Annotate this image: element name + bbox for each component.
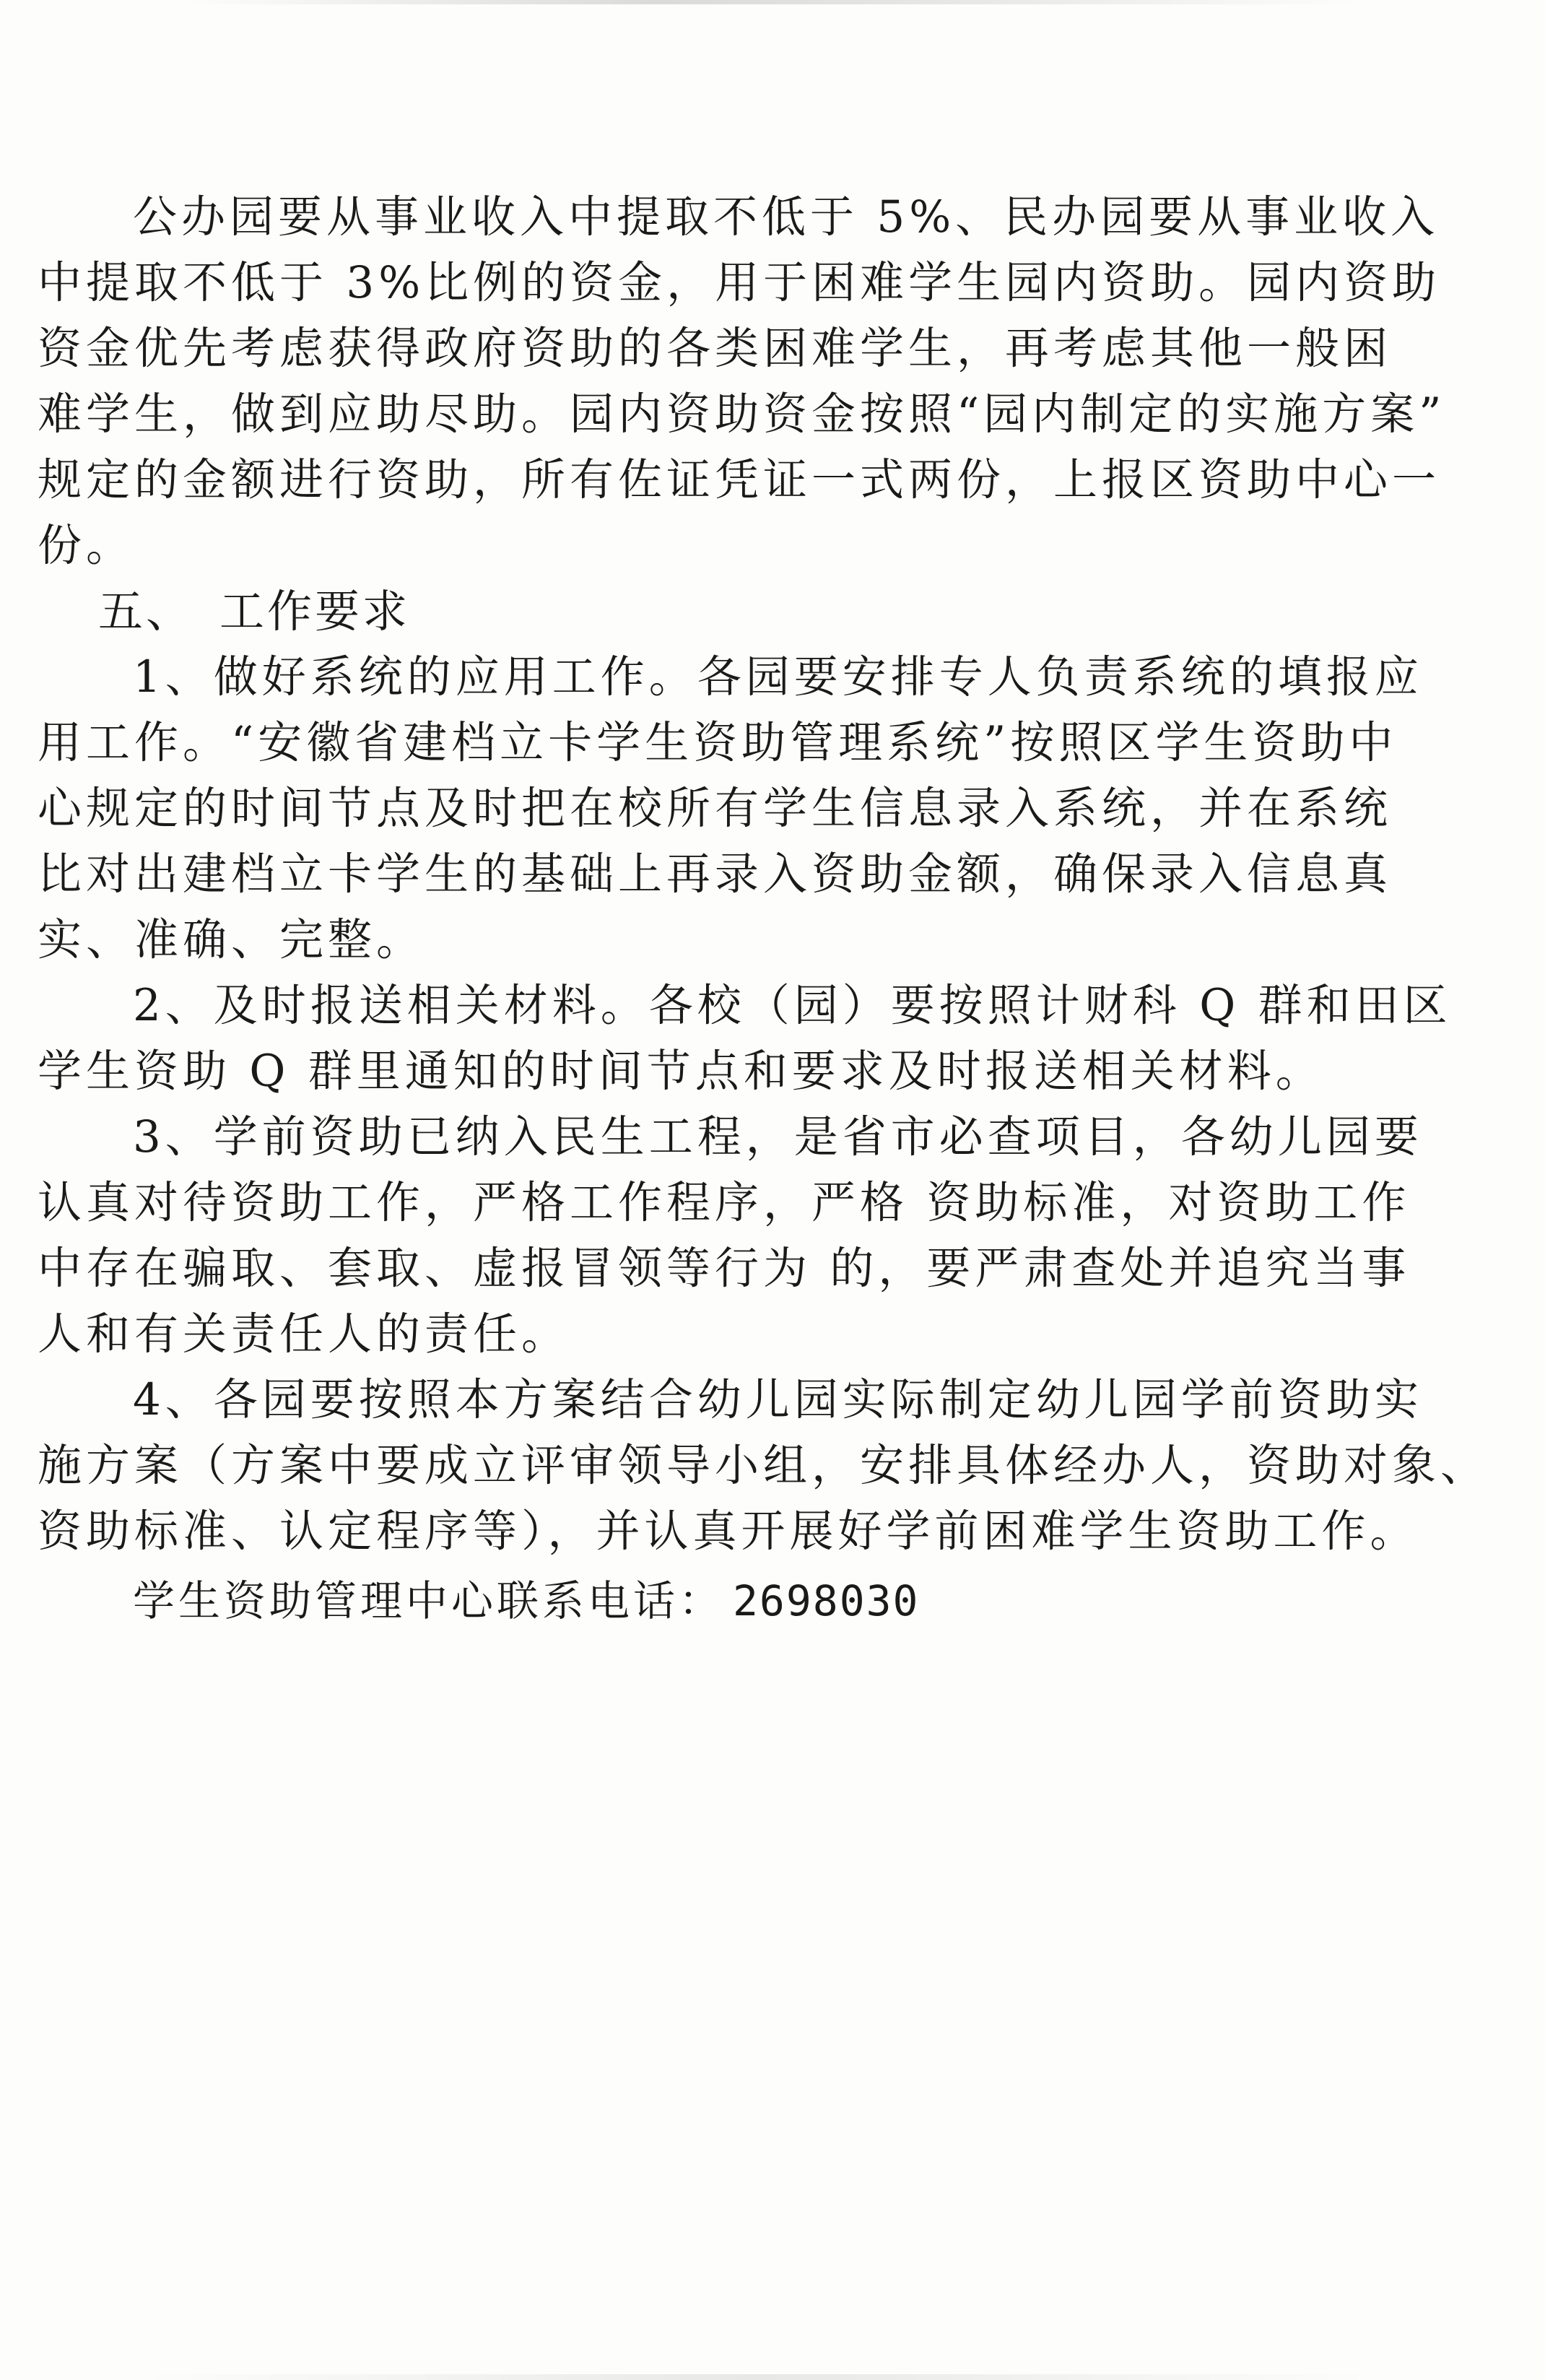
paragraph-line: 难学生，做到应助尽助。园内资助资金按照“园内制定的实施方案” (38, 388, 1446, 440)
contact-line (38, 1568, 1352, 1634)
paragraph-line: 资助标准、认定程序等），并认真开展好学前困难学生资助工作。 (38, 1506, 1419, 1557)
paragraph-line: 3、学前资助已纳入民生工程，是省市必查项目，各幼儿园要 (133, 1111, 1423, 1163)
paragraph-line: 规定的金额进行资助，所有佐证凭证一式两份，上报区资助中心一 (38, 454, 1441, 505)
paragraph-line: 资金优先考虑获得政府资助的各类困难学生，再考虑其他一般困 (38, 323, 1393, 374)
paragraph-line: 中提取不低于 3%比例的资金，用于困难学生园内资助。园内资助 (38, 257, 1441, 308)
paragraph-line: 份。 (38, 520, 135, 571)
section-heading (38, 578, 1352, 644)
document-body (38, 184, 1489, 1634)
paragraph-line: 施方案（方案中要成立评审领导小组，安排具体经办人，资助对象、 (38, 1440, 1489, 1491)
paragraph-line: 人和有关责任人的责任。 (38, 1308, 570, 1360)
paragraph-intro (38, 184, 1446, 578)
contact-label: 学生资助管理中心联系电话： (133, 1576, 725, 1625)
requirement-item-3 (38, 1104, 1423, 1367)
paragraph-line: 实、准确、完整。 (38, 914, 425, 965)
paragraph-line: 公办园要从事业收入中提取不低于 5%、民办园要从事业收入 (133, 191, 1440, 243)
paragraph-line: 学生资助 Q 群里通知的时间节点和要求及时报送相关材料。 (38, 1046, 1324, 1097)
paragraph-line: 用工作。“安徽省建档立卡学生资助管理系统”按照区学生资助中 (38, 717, 1398, 768)
requirement-item-1 (38, 644, 1423, 973)
section-number: 五、 (98, 585, 194, 638)
section-title: 工作要求 (219, 585, 411, 638)
requirement-item-2 (38, 973, 1452, 1104)
scan-bottom-edge-shadow (144, 2374, 1372, 2380)
paragraph-line: 认真对待资助工作，严格工作程序，严格 资助标准，对资助工作 (38, 1177, 1411, 1228)
paragraph-line: 中存在骗取、套取、虚报冒领等行为 的，要严肃查处并追究当事 (38, 1243, 1411, 1294)
paragraph-line: 4、各园要按照本方案结合幼儿园实际制定幼儿园学前资助实 (133, 1374, 1423, 1425)
paragraph-line: 2、及时报送相关材料。各校（园）要按照计财科 Q 群和田区 (133, 980, 1452, 1031)
contact-phone-number: 2698030 (733, 1576, 920, 1625)
paragraph-line: 1、做好系统的应用工作。各园要安排专人负责系统的填报应 (133, 651, 1423, 703)
paragraph-line: 比对出建档立卡学生的基础上再录入资助金额，确保录入信息真 (38, 848, 1393, 900)
requirement-item-4 (38, 1367, 1489, 1564)
paragraph-line: 心规定的时间节点及时把在校所有学生信息录入系统，并在系统 (38, 783, 1393, 834)
scan-top-edge-shadow (188, 0, 1357, 4)
